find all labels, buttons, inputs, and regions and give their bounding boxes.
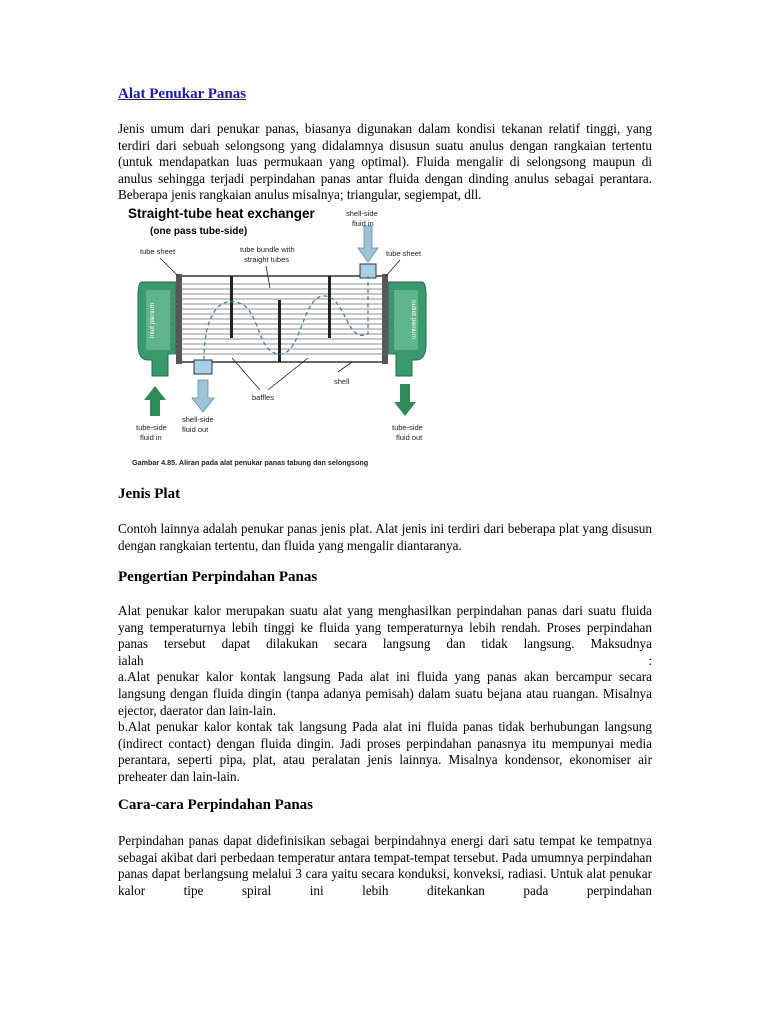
shell-in-arrow bbox=[358, 226, 378, 262]
figure-caption: Gambar 4.85. Aliran pada alat penukar panas tabung dan selongsong bbox=[132, 458, 369, 467]
heat-exchanger-figure bbox=[120, 204, 450, 470]
intro-paragraph: Jenis umum dari penukar panas, biasanya digunakan dalam kondisi tekanan relatif tinggi, yang terdiri dari sebuah selongsong yang didalamnya disusun suatu anulus dengan rangkaian tertentu (untuk mendapatkan luas permukaan yang optimal). Fluida mengalir di selongsong maupun di anulus sehingga terjadi perpindahan panas antar fluida dengan dinding anulus sebagai perantara. Beberapa jenis rangkaian anulus misalnya; triangular, segiempat, dll. bbox=[118, 121, 652, 203]
tube-out-arrow bbox=[394, 384, 416, 416]
ialah-colon: : bbox=[648, 652, 652, 668]
label-tube-sheet-right: tube sheet bbox=[386, 249, 422, 258]
heading-jenis-plat: Jenis Plat bbox=[118, 486, 181, 502]
inlet-plenum-label: inlet plenum bbox=[149, 302, 156, 338]
pengertian-ialah-line bbox=[118, 653, 652, 670]
item-b: b.Alat penukar kalor kontak tak langsung Pada alat ini fluida panas tidak berhubungan langsung (indirect contact) dengan fluida dingin. Jadi proses perpindahan panasnya itu mempunyai media perantara, seperti pipa, plat, atau peralatan jenis lainnya. Misalnya kondensor, ekonomiser air preheater dan lain-lain. bbox=[118, 719, 652, 784]
tube-in-arrow bbox=[144, 386, 166, 416]
label-baffles: baffles bbox=[252, 393, 274, 402]
jenis-plat-paragraph: Contoh lainnya adalah penukar panas jenis plat. Alat jenis ini terdiri dari beberapa plat yang disusun dengan rangkaian tertentu, dan fluida yang mengalir diantaranya. bbox=[118, 521, 652, 553]
pengertian-paragraph: Alat penukar kalor merupakan suatu alat yang menghasilkan perpindahan panas dari suatu fluida yang temperaturnya lebih tinggi ke fluida yang temperaturnya lebih rendah. Proses perpindahan panas tersebut dapat dilakukan secara langsung dan tidak langsung. Maksudnya bbox=[118, 603, 652, 652]
figure-title: Straight-tube heat exchanger bbox=[128, 206, 315, 221]
item-a: a.Alat penukar kalor kontak langsung Pada alat ini fluida yang panas akan bercampur secara langsung dengan fluida dingin (tanpa adanya pemisah) dalam suatu bejana atau ruangan. Misalnya ejector, daerator dan lain-lain. bbox=[118, 669, 652, 718]
label-tube-bundle-1: tube bundle with bbox=[240, 245, 295, 254]
label-tube-bundle-2: straight tubes bbox=[244, 255, 290, 264]
title-link[interactable]: Alat Penukar Panas bbox=[118, 86, 247, 102]
ialah-text: ialah bbox=[118, 652, 144, 668]
label-shell-in-1: shell-side bbox=[346, 209, 378, 218]
heading-cara-cara: Cara-cara Perpindahan Panas bbox=[118, 797, 313, 813]
label-shell-out-2: fluid out bbox=[182, 425, 209, 434]
cara-cara-paragraph: Perpindahan panas dapat didefinisikan sebagai berpindahnya energi dari satu tempat ke tempatnya sebagai akibat dari perbedaan temperatur antara tempat-tempat tersebut. Pada umumnya perpindahan panas dapat berlangsung melalui 3 cara yaitu secara konduksi, konveksi, radiasi. Untuk alat penukar kalor tipe spiral ini lebih ditekankan pada perpindahan bbox=[118, 833, 652, 898]
label-tube-out-1: tube-side bbox=[392, 423, 423, 432]
label-shell-in-2: fluid in bbox=[352, 219, 374, 228]
shell-out-arrow bbox=[192, 380, 214, 412]
label-shell-out-1: shell-side bbox=[182, 415, 214, 424]
label-tube-sheet-left: tube sheet bbox=[140, 247, 176, 256]
heading-pengertian: Pengertian Perpindahan Panas bbox=[118, 569, 318, 585]
figure-subtitle: (one pass tube-side) bbox=[150, 226, 248, 237]
pengertian-body bbox=[118, 603, 652, 786]
outlet-plenum-label: outlet plenum bbox=[410, 300, 417, 340]
label-tube-out-2: fluid out bbox=[396, 433, 423, 442]
label-shell: shell bbox=[334, 377, 350, 386]
label-tube-in-1: tube-side bbox=[136, 423, 167, 432]
label-tube-in-2: fluid in bbox=[140, 433, 162, 442]
